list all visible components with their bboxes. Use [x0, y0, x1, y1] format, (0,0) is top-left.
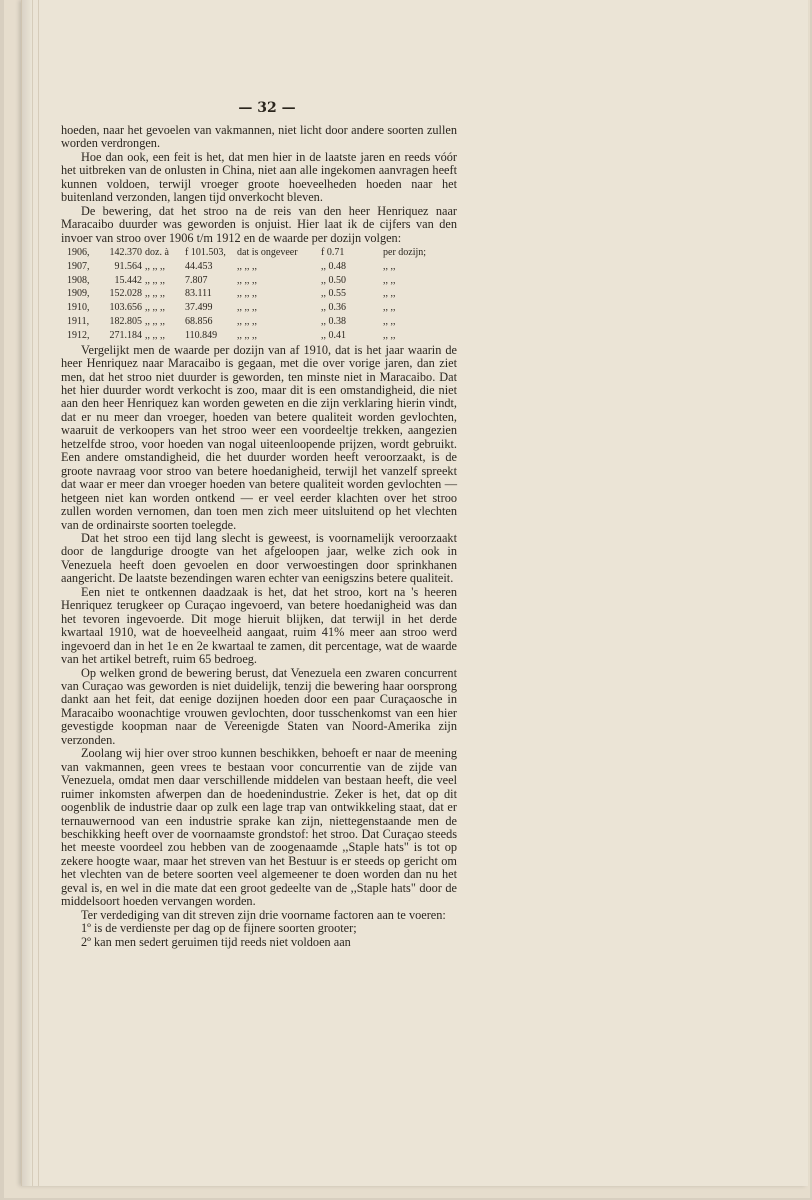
table-cell-value: 110.849 — [185, 329, 218, 341]
table-row — [67, 315, 459, 329]
table-cell-note: ,, ,, ,, — [237, 302, 257, 314]
list-item: 2º kan men sedert geruimen tijd reeds niet voldoen aan — [81, 934, 351, 949]
table-cell-note: ,, ,, ,, — [237, 316, 257, 328]
table-cell-per: ,, ,, — [383, 288, 396, 300]
table-cell-per: per dozijn; — [383, 247, 427, 259]
table-cell-year: 1907, — [67, 260, 90, 272]
table-row — [67, 301, 459, 315]
table-cell-price: ,, 0.50 — [321, 274, 346, 286]
table-cell-year: 1911, — [67, 316, 90, 328]
page-edge-line — [38, 0, 39, 1186]
table-row — [67, 329, 459, 343]
table-cell-per: ,, ,, — [383, 302, 396, 314]
paragraph: hoeden, naar het gevoelen van vakmannen, niet licht door andere soorten zullen worden verdrongen. — [61, 123, 457, 151]
table-cell-note: ,, ,, ,, — [237, 329, 257, 341]
table-cell-year: 1906, — [67, 247, 90, 259]
table-cell-price: ,, 0.36 — [321, 302, 346, 314]
table-cell-unit: ,, ,, ,, — [145, 302, 165, 314]
table-cell-note: ,, ,, ,, — [237, 260, 257, 272]
table-cell-quantity: 91.564 — [114, 260, 142, 272]
table-cell-quantity: 152.028 — [109, 288, 142, 300]
table-cell-price: f 0.71 — [321, 247, 345, 259]
table-cell-year: 1908, — [67, 274, 90, 286]
page-edge-line — [32, 0, 33, 1186]
table-cell-price: ,, 0.38 — [321, 316, 346, 328]
table-row — [67, 246, 459, 260]
table-row — [67, 260, 459, 274]
table-cell-unit: ,, ,, ,, — [145, 260, 165, 272]
table-row — [67, 274, 459, 288]
page-number: — 32 — — [238, 100, 296, 116]
table-cell-quantity: 142.370 — [109, 247, 142, 259]
table-cell-unit: ,, ,, ,, — [145, 288, 165, 300]
straw-import-table — [67, 246, 459, 343]
table-cell-price: ,, 0.55 — [321, 288, 346, 300]
table-cell-value: 37.499 — [185, 302, 213, 314]
table-cell-price: ,, 0.48 — [321, 260, 346, 272]
page-sheet — [22, 0, 808, 1186]
table-cell-quantity: 15.442 — [114, 274, 142, 286]
table-cell-year: 1912, — [67, 329, 90, 341]
table-cell-note: dat is ongeveer — [237, 247, 298, 259]
table-cell-year: 1910, — [67, 302, 90, 314]
table-cell-quantity: 182.805 — [109, 316, 142, 328]
table-cell-price: ,, 0.41 — [321, 329, 346, 341]
paragraph: Zoolang wij hier over stroo kunnen beschikken, behoeft er naar de meening van vakmannen, geen vrees te bestaan voor concurrentie van de zijde van Venezuela, omdat men daar verschillende middelen van bestaan heeft, die veel ruimer inkomsten afwerpen dan de hoedenindustrie. Zeker is het, dat op dit oogenblik de industrie daar op zulk een lage trap van ontwikkeling staat, dat er ternauwernood van een industrie sprake kan zijn, niettegenstaande men de beschikking heeft over de voornaamste grondstof: het stroo. Dat Curaçao steeds het meeste voordeel zou hebben van de zoogenaamde ,,Staple hats" is tot op zekere hoogte waar, maar het streven van het Bestuur is er steeds op gericht om het vlechten van de betere soorten veel algemeener te doen worden dan nu het geval is, en wel in die mate dat een groot gedeelte van de ,,Staple hats" door de middelsoort hoeden vervangen worden. — [61, 746, 457, 909]
paragraph: Ter verdediging van dit streven zijn drie voorname factoren aan te voeren: — [81, 907, 446, 922]
table-cell-per: ,, ,, — [383, 316, 396, 328]
table-cell-unit: ,, ,, ,, — [145, 316, 165, 328]
text-column — [61, 124, 457, 949]
table-cell-value: 44.453 — [185, 260, 213, 272]
table-row — [67, 287, 459, 301]
table-cell-unit: doz. à — [145, 247, 169, 259]
paragraph: Op welken grond de bewering berust, dat Venezuela een zwaren concurrent van Curaçao was geworden is niet duidelijk, tenzij die bewering haar oorsprong dankt aan het feit, dat eenige dozijnen hoeden door een paar Curaçaosche in Maracaibo woonachtige vrouwen gevlochten, door tusschenkomst van een hier gevestigde koopman naar de Vereenigde Staten van Noord-Amerika zijn verzonden. — [61, 665, 457, 747]
paragraph: Dat het stroo een tijd lang slecht is geweest, is voornamelijk veroorzaakt door de langdurige droogte van het afgeloopen jaar, welke zich ook in Venezuela heeft doen gevoelen en door verwoestingen door sprinkhanen aangericht. De laatste bezendingen waren echter van eenigszins betere qualiteit. — [61, 531, 457, 586]
table-cell-value: f 101.503, — [185, 247, 226, 259]
paragraph: Een niet te ontkennen daadzaak is het, dat het stroo, kort na 's heeren Henriquez terugkeer op Curaçao ingevoerd, van betere hoedanigheid was dan het tevoren ingevoerde. Dit moge hieruit blijken, dat terwijl in het derde kwartaal 1910, wat de hoeveelheid aangaat, ruim 41% meer aan stroo werd ingevoerd dan in het 1e en 2e kwartaal te zamen, dit percentage, wat de waarde van het artikel betreft, ruim 65 bedroeg. — [61, 584, 457, 667]
list-item: 1º is de verdienste per dag op de fijnere soorten grooter; — [81, 921, 357, 936]
table-cell-value: 68.856 — [185, 316, 213, 328]
table-cell-per: ,, ,, — [383, 329, 396, 341]
page-shadow — [22, 0, 32, 1186]
table-cell-unit: ,, ,, ,, — [145, 329, 165, 341]
table-cell-value: 83.111 — [185, 288, 212, 300]
table-cell-unit: ,, ,, ,, — [145, 274, 165, 286]
paragraph: De bewering, dat het stroo na de reis van den heer Henriquez naar Maracaibo duurder was geworden is onjuist. Hier laat ik de cijfers van den invoer van stroo over 1906 t/m 1912 en de waarde per dozijn volgen: — [61, 203, 457, 245]
table-cell-quantity: 103.656 — [109, 302, 142, 314]
paragraph: Hoe dan ook, een feit is het, dat men hier in de laatste jaren en reeds vóór het uitbreken van de onlusten in China, niet aan alle ingekomen aanvragen heeft kunnen voldoen, terwijl vroeger groote hoeveelheden hoeden naar het buitenland verzonden, langen tijd onverkocht bleven. — [61, 149, 457, 205]
table-cell-per: ,, ,, — [383, 274, 396, 286]
table-cell-quantity: 271.184 — [109, 329, 142, 341]
table-cell-per: ,, ,, — [383, 260, 396, 272]
paragraph: Vergelijkt men de waarde per dozijn van af 1910, dat is het jaar waarin de heer Henriquez naar Maracaibo is gegaan, met die over vorige jaren, dan ziet men, dat het stroo niet duurder is geworden, ten minste niet in Maracaibo. Dat het hier duurder wordt verkocht is zoo, maar dit is een omstandigheid, die niet aan den heer Henriquez kan worden geweten en die zijn verklaring hierin vindt, dat er nu meer dan vroeger, hoeden van betere qualiteit worden gevlochten, waaruit de verkoopers van het stroo weer een voordeeltje trekken, aangezien hetzelfde stroo, voor hoeden van nogal uiteenloopende prijzen, wordt gebruikt. Een andere omstandigheid, die het duurder worden heeft veroorzaakt, is de groote navraag voor stroo van betere hoedanigheid, terwijl het vanzelf spreekt dat waar er meer dan vroeger hoeden van betere qualiteit worden gevlochten — hetgeen niet kan worden ontkend — er veel eerder klachten over het stroo zullen worden vernomen, dan toen men zich meer uitsluitend op het vlechten van de ordinairste soorten toelegde. — [61, 342, 457, 532]
table-cell-value: 7.807 — [185, 274, 208, 286]
table-cell-note: ,, ,, ,, — [237, 288, 257, 300]
table-cell-note: ,, ,, ,, — [237, 274, 257, 286]
table-cell-year: 1909, — [67, 288, 90, 300]
